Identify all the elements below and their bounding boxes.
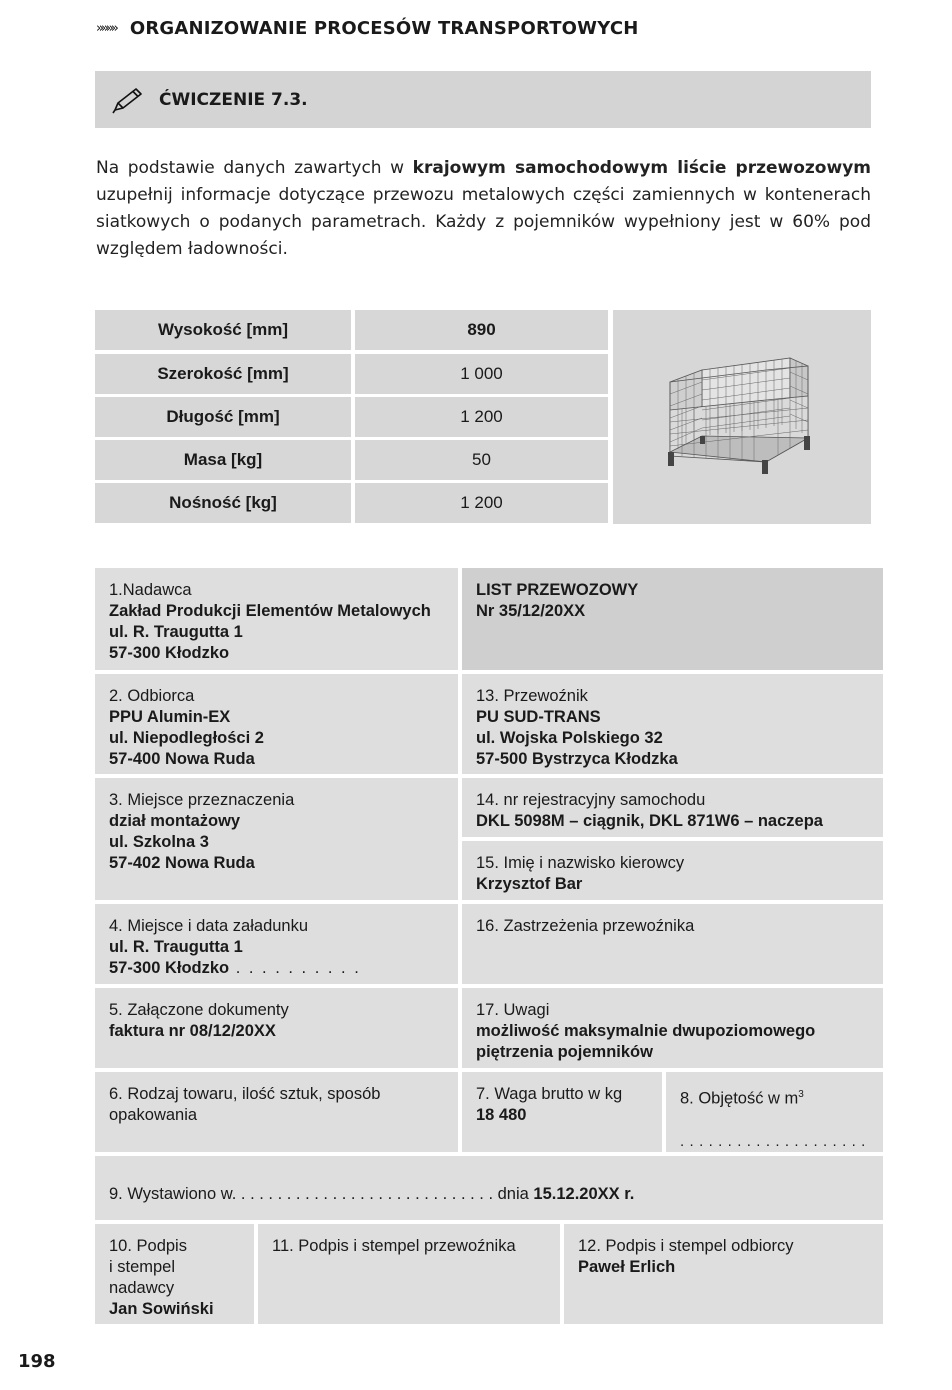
field-volume: 8. Objętość w $m^3$ . . . . . . . . . . . . . . . . . . . . <box>666 1072 883 1152</box>
param-value: 890 <box>355 310 608 350</box>
param-value: 50 <box>355 440 608 480</box>
exercise-label: ĆWICZENIE 7.3. <box>159 89 308 110</box>
field-loading-place-date: 4. Miejsce i data załadunku ul. R. Traugutta 1 57-300 Kłodzko . . . . . . . . . . <box>95 904 458 984</box>
consignment-note-title: LIST PRZEWOZOWY Nr 35/12/20XX <box>462 568 883 670</box>
field-goods-description: 6. Rodzaj towaru, ilość sztuk, sposób opakowania <box>95 1072 458 1152</box>
param-value: 1 200 <box>355 483 608 523</box>
page-number: 198 <box>18 1351 56 1372</box>
field-sender: 1.Nadawca Zakład Produkcji Elementów Metalowych ul. R. Traugutta 1 57-300 Kłodzko <box>95 568 458 670</box>
consignment-note-form <box>95 568 883 1324</box>
field-remarks: 17. Uwagi możliwość maksymalnie dwupoziomowego piętrzenia pojemników <box>462 988 883 1068</box>
mesh-container-image <box>613 310 871 524</box>
chevrons-icon: »»»» <box>96 21 116 36</box>
field-sender-signature: 10. Podpis i stempel nadawcy Jan Sowiński <box>95 1224 254 1324</box>
field-driver-name: 15. Imię i nazwisko kierowcy Krzysztof Bar <box>462 841 883 900</box>
field-carrier-reservations: 16. Zastrzeżenia przewoźnika <box>462 904 883 984</box>
wire-mesh-container-icon <box>662 352 822 482</box>
pencil-icon <box>111 86 145 114</box>
field-issued: 9. Wystawiono w. . . . . . . . . . . . . . . . . . . . . . . . . . . . . dnia 15.12.20XX r. <box>95 1156 883 1220</box>
chapter-title: ORGANIZOWANIE PROCESÓW TRANSPORTOWYCH <box>129 18 639 39</box>
param-label: Nośność [kg] <box>95 483 351 523</box>
field-carrier: 13. Przewoźnik PU SUD-TRANS ul. Wojska Polskiego 32 57-500 Bystrzyca Kłodzka <box>462 674 883 774</box>
exercise-bar <box>95 71 871 128</box>
field-recipient-signature: 12. Podpis i stempel odbiorcy Paweł Erlich <box>564 1224 883 1324</box>
param-label: Długość [mm] <box>95 397 351 437</box>
field-gross-weight: 7. Waga brutto w kg 18 480 <box>462 1072 662 1152</box>
container-parameters-table <box>95 310 871 524</box>
field-recipient: 2. Odbiorca PPU Alumin-EX ul. Niepodległości 2 57-400 Nowa Ruda <box>95 674 458 774</box>
param-label: Wysokość [mm] <box>95 310 351 350</box>
field-attached-documents: 5. Załączone dokumenty faktura nr 08/12/20XX <box>95 988 458 1068</box>
field-destination: 3. Miejsce przeznaczenia dział montażowy ul. Szkolna 3 57-402 Nowa Ruda <box>95 778 458 900</box>
exercise-instructions: Na podstawie danych zawartych w krajowym samochodowym liście przewozowym uzupełnij informacje dotyczące przewozu metalowych części zamiennych w kontenerach siatkowych o podanych parametrach. Każdy z pojemników wypełniony jest w 60% pod względem ładowności. <box>96 158 871 259</box>
param-value: 1 200 <box>355 397 608 437</box>
chapter-header <box>96 18 639 39</box>
field-vehicle-registration: 14. nr rejestracyjny samochodu DKL 5098M – ciągnik, DKL 871W6 – naczepa <box>462 778 883 837</box>
param-label: Masa [kg] <box>95 440 351 480</box>
param-value: 1 000 <box>355 354 608 394</box>
param-label: Szerokość [mm] <box>95 354 351 394</box>
field-carrier-signature: 11. Podpis i stempel przewoźnika <box>258 1224 560 1324</box>
